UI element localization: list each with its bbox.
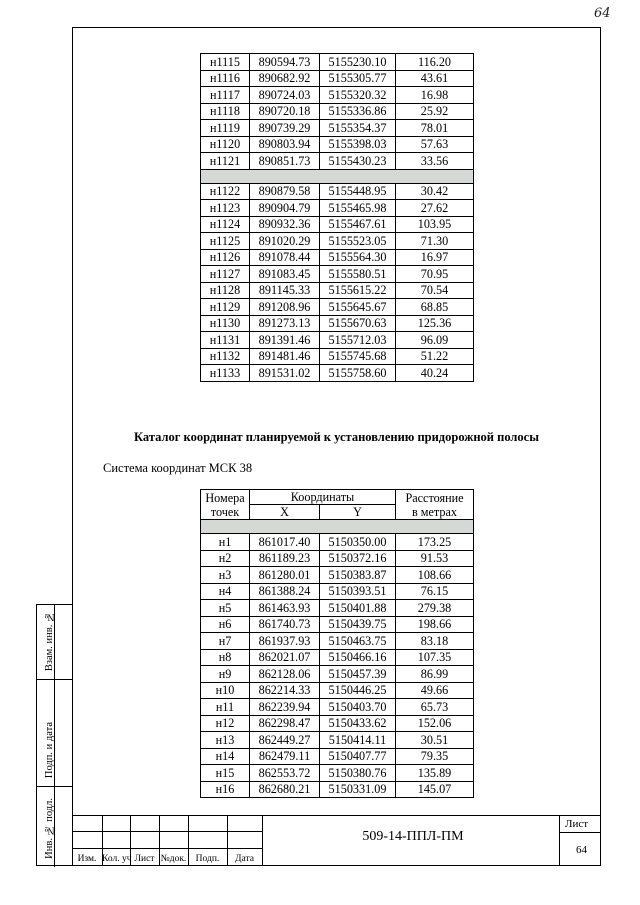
coord-x-cell: 862239.94	[250, 699, 320, 716]
sheet-number: 64	[576, 844, 587, 856]
handwritten-page-number: 64	[594, 6, 611, 21]
table-row	[201, 153, 474, 170]
coord-x-cell: 862680.21	[250, 781, 320, 798]
coord-y-cell: 5150446.25	[320, 682, 396, 699]
point-number-cell: н16	[201, 781, 250, 798]
table-row	[201, 534, 474, 551]
table-separator-row	[201, 169, 474, 183]
distance-cell: 57.63	[396, 136, 474, 153]
coord-y-cell: 5155430.23	[320, 153, 396, 170]
point-number-cell: н1	[201, 534, 250, 551]
coord-x-cell: 861280.01	[250, 567, 320, 584]
coord-x-cell: 891391.46	[250, 332, 320, 349]
distance-cell: 51.22	[396, 348, 474, 365]
header-coordinates: Координаты	[250, 490, 396, 505]
table-row	[201, 365, 474, 382]
stamp-podp: Подп.	[195, 854, 220, 864]
distance-cell: 65.73	[396, 699, 474, 716]
coord-y-cell: 5150433.62	[320, 715, 396, 732]
distance-cell: 70.95	[396, 266, 474, 283]
table-row	[201, 715, 474, 732]
point-number-cell: н1122	[201, 183, 250, 200]
point-number-cell: н1130	[201, 315, 250, 332]
coord-y-cell: 5155465.98	[320, 200, 396, 217]
point-number-cell: н1120	[201, 136, 250, 153]
side-cell-inv	[37, 787, 72, 867]
point-number-cell: н1116	[201, 70, 250, 87]
coord-y-cell: 5155564.30	[320, 249, 396, 266]
table-row	[201, 616, 474, 633]
point-number-cell: н1127	[201, 266, 250, 283]
coord-y-cell: 5155645.67	[320, 299, 396, 316]
coord-x-cell: 891078.44	[250, 249, 320, 266]
table-row	[201, 550, 474, 567]
table-row	[201, 732, 474, 749]
table-row	[201, 200, 474, 217]
coord-y-cell: 5155467.61	[320, 216, 396, 233]
coord-y-cell: 5150372.16	[320, 550, 396, 567]
coord-x-cell: 891208.96	[250, 299, 320, 316]
point-number-cell: н1128	[201, 282, 250, 299]
distance-cell: 78.01	[396, 120, 474, 137]
coord-x-cell: 861388.24	[250, 583, 320, 600]
table-row	[201, 249, 474, 266]
point-number-cell: н1115	[201, 54, 250, 71]
header-x: X	[250, 505, 320, 520]
side-label-inv: Инв. № подл.	[44, 798, 55, 859]
point-number-cell: н1119	[201, 120, 250, 137]
table-row	[201, 299, 474, 316]
coord-y-cell: 5155230.10	[320, 54, 396, 71]
coord-x-cell: 861017.40	[250, 534, 320, 551]
header-point-numbers: Номера точек	[201, 490, 250, 520]
point-number-cell: н1125	[201, 233, 250, 250]
point-number-cell: н6	[201, 616, 250, 633]
distance-cell: 76.15	[396, 583, 474, 600]
distance-cell: 279.38	[396, 600, 474, 617]
distance-cell: 33.56	[396, 153, 474, 170]
table-row	[201, 266, 474, 283]
coord-y-cell: 5155758.60	[320, 365, 396, 382]
point-number-cell: н1126	[201, 249, 250, 266]
table-row	[201, 332, 474, 349]
point-number-cell: н1131	[201, 332, 250, 349]
coord-x-cell: 890739.29	[250, 120, 320, 137]
coord-x-cell: 890803.94	[250, 136, 320, 153]
coord-x-cell: 891481.46	[250, 348, 320, 365]
stamp-kol: Кол. уч	[102, 854, 132, 864]
table-row	[201, 315, 474, 332]
table-row	[201, 70, 474, 87]
coord-x-cell: 861937.93	[250, 633, 320, 650]
point-number-cell: н15	[201, 765, 250, 782]
point-number-cell: н12	[201, 715, 250, 732]
distance-cell: 25.92	[396, 103, 474, 120]
point-number-cell: н11	[201, 699, 250, 716]
coord-x-cell: 862128.06	[250, 666, 320, 683]
distance-cell: 91.53	[396, 550, 474, 567]
header-y: Y	[320, 505, 396, 520]
coord-y-cell: 5155745.68	[320, 348, 396, 365]
sheet-label: Лист	[565, 818, 589, 830]
coord-x-cell: 862214.33	[250, 682, 320, 699]
coord-y-cell: 5155320.32	[320, 87, 396, 104]
side-label-podp: Подп. и дата	[44, 721, 55, 778]
coord-y-cell: 5155354.37	[320, 120, 396, 137]
coord-y-cell: 5150407.77	[320, 748, 396, 765]
distance-cell: 68.85	[396, 299, 474, 316]
coord-y-cell: 5150403.70	[320, 699, 396, 716]
stamp-list: Лист	[134, 854, 155, 864]
coord-x-cell: 861189.23	[250, 550, 320, 567]
distance-cell: 30.51	[396, 732, 474, 749]
coord-x-cell: 861740.73	[250, 616, 320, 633]
table-row	[201, 348, 474, 365]
coord-y-cell: 5150383.87	[320, 567, 396, 584]
table-row	[201, 233, 474, 250]
stamp-izm: Изм.	[77, 854, 97, 864]
coord-x-cell: 890724.03	[250, 87, 320, 104]
coord-x-cell: 890879.58	[250, 183, 320, 200]
coord-y-cell: 5155398.03	[320, 136, 396, 153]
point-number-cell: н3	[201, 567, 250, 584]
distance-cell: 70.54	[396, 282, 474, 299]
coord-y-cell: 5150380.76	[320, 765, 396, 782]
point-number-cell: н7	[201, 633, 250, 650]
point-number-cell: н2	[201, 550, 250, 567]
coord-y-cell: 5155448.95	[320, 183, 396, 200]
point-number-cell: н1132	[201, 348, 250, 365]
coord-x-cell: 891020.29	[250, 233, 320, 250]
side-cell-podp	[37, 680, 72, 787]
side-strip	[36, 604, 72, 866]
table-row	[201, 583, 474, 600]
coord-y-cell: 5150401.88	[320, 600, 396, 617]
distance-cell: 108.66	[396, 567, 474, 584]
coordinates-catalog-table	[200, 489, 474, 798]
table-row	[201, 120, 474, 137]
distance-cell: 125.36	[396, 315, 474, 332]
coord-x-cell: 861463.93	[250, 600, 320, 617]
side-label-vzam: Взам. инв. №	[44, 610, 55, 671]
coord-x-cell: 862449.27	[250, 732, 320, 749]
distance-cell: 103.95	[396, 216, 474, 233]
distance-cell: 16.98	[396, 87, 474, 104]
distance-cell: 83.18	[396, 633, 474, 650]
coord-x-cell: 890932.36	[250, 216, 320, 233]
coord-x-cell: 891145.33	[250, 282, 320, 299]
point-number-cell: н1133	[201, 365, 250, 382]
table-row	[201, 600, 474, 617]
coord-y-cell: 5155615.22	[320, 282, 396, 299]
coord-x-cell: 890594.73	[250, 54, 320, 71]
coordinate-system-label: Система координат МСК 38	[103, 461, 253, 475]
distance-cell: 145.07	[396, 781, 474, 798]
point-number-cell: н8	[201, 649, 250, 666]
coordinates-table-continuation	[200, 53, 474, 382]
coord-y-cell: 5155305.77	[320, 70, 396, 87]
header-distance: Расстояние в метрах	[396, 490, 474, 520]
distance-cell: 116.20	[396, 54, 474, 71]
table-row	[201, 567, 474, 584]
table-row	[201, 666, 474, 683]
coord-x-cell: 890720.18	[250, 103, 320, 120]
coord-y-cell: 5150350.00	[320, 534, 396, 551]
point-number-cell: н9	[201, 666, 250, 683]
distance-cell: 27.62	[396, 200, 474, 217]
distance-cell: 135.89	[396, 765, 474, 782]
document-code: 509-14-ППЛ-ПМ	[362, 829, 464, 844]
table-row	[201, 136, 474, 153]
coord-x-cell: 890851.73	[250, 153, 320, 170]
coord-y-cell: 5155523.05	[320, 233, 396, 250]
table-row	[201, 282, 474, 299]
table-row	[201, 682, 474, 699]
coord-y-cell: 5155670.63	[320, 315, 396, 332]
coord-y-cell: 5150463.75	[320, 633, 396, 650]
coord-x-cell: 862298.47	[250, 715, 320, 732]
coord-y-cell: 5150331.09	[320, 781, 396, 798]
coord-x-cell: 891531.02	[250, 365, 320, 382]
distance-cell: 86.99	[396, 666, 474, 683]
table-row	[201, 183, 474, 200]
coord-y-cell: 5150439.75	[320, 616, 396, 633]
table-row	[201, 748, 474, 765]
coord-x-cell: 862553.72	[250, 765, 320, 782]
coord-y-cell: 5150457.39	[320, 666, 396, 683]
table-row	[201, 103, 474, 120]
distance-cell: 173.25	[396, 534, 474, 551]
table-row	[201, 87, 474, 104]
distance-cell: 16.97	[396, 249, 474, 266]
coord-y-cell: 5155712.03	[320, 332, 396, 349]
table-separator-row	[201, 520, 474, 534]
point-number-cell: н1124	[201, 216, 250, 233]
distance-cell: 96.09	[396, 332, 474, 349]
title-block-stamp	[72, 815, 601, 866]
table-row	[201, 649, 474, 666]
coord-x-cell: 862479.11	[250, 748, 320, 765]
table-row	[201, 765, 474, 782]
table-row	[201, 54, 474, 71]
distance-cell: 71.30	[396, 233, 474, 250]
point-number-cell: н14	[201, 748, 250, 765]
point-number-cell: н4	[201, 583, 250, 600]
point-number-cell: н1123	[201, 200, 250, 217]
stamp-data: Дата	[235, 854, 254, 864]
coord-x-cell: 890904.79	[250, 200, 320, 217]
coord-y-cell: 5150414.11	[320, 732, 396, 749]
coord-y-cell: 5155580.51	[320, 266, 396, 283]
coord-x-cell: 891273.13	[250, 315, 320, 332]
point-number-cell: н10	[201, 682, 250, 699]
point-number-cell: н1117	[201, 87, 250, 104]
table-row	[201, 633, 474, 650]
coord-x-cell: 890682.92	[250, 70, 320, 87]
distance-cell: 30.42	[396, 183, 474, 200]
table-row	[201, 781, 474, 798]
distance-cell: 79.35	[396, 748, 474, 765]
distance-cell: 49.66	[396, 682, 474, 699]
point-number-cell: н13	[201, 732, 250, 749]
table-row	[201, 216, 474, 233]
coord-y-cell: 5150466.16	[320, 649, 396, 666]
catalog-title: Каталог координат планируемой к установлению придорожной полосы	[134, 430, 539, 444]
table-row	[201, 699, 474, 716]
distance-cell: 198.66	[396, 616, 474, 633]
distance-cell: 107.35	[396, 649, 474, 666]
coord-y-cell: 5155336.86	[320, 103, 396, 120]
distance-cell: 43.61	[396, 70, 474, 87]
point-number-cell: н1121	[201, 153, 250, 170]
coord-x-cell: 891083.45	[250, 266, 320, 283]
coord-y-cell: 5150393.51	[320, 583, 396, 600]
distance-cell: 152.06	[396, 715, 474, 732]
point-number-cell: н1118	[201, 103, 250, 120]
point-number-cell: н5	[201, 600, 250, 617]
point-number-cell: н1129	[201, 299, 250, 316]
side-cell-vzam	[37, 605, 72, 680]
distance-cell: 40.24	[396, 365, 474, 382]
coord-x-cell: 862021.07	[250, 649, 320, 666]
stamp-ndok: №док.	[160, 854, 187, 864]
